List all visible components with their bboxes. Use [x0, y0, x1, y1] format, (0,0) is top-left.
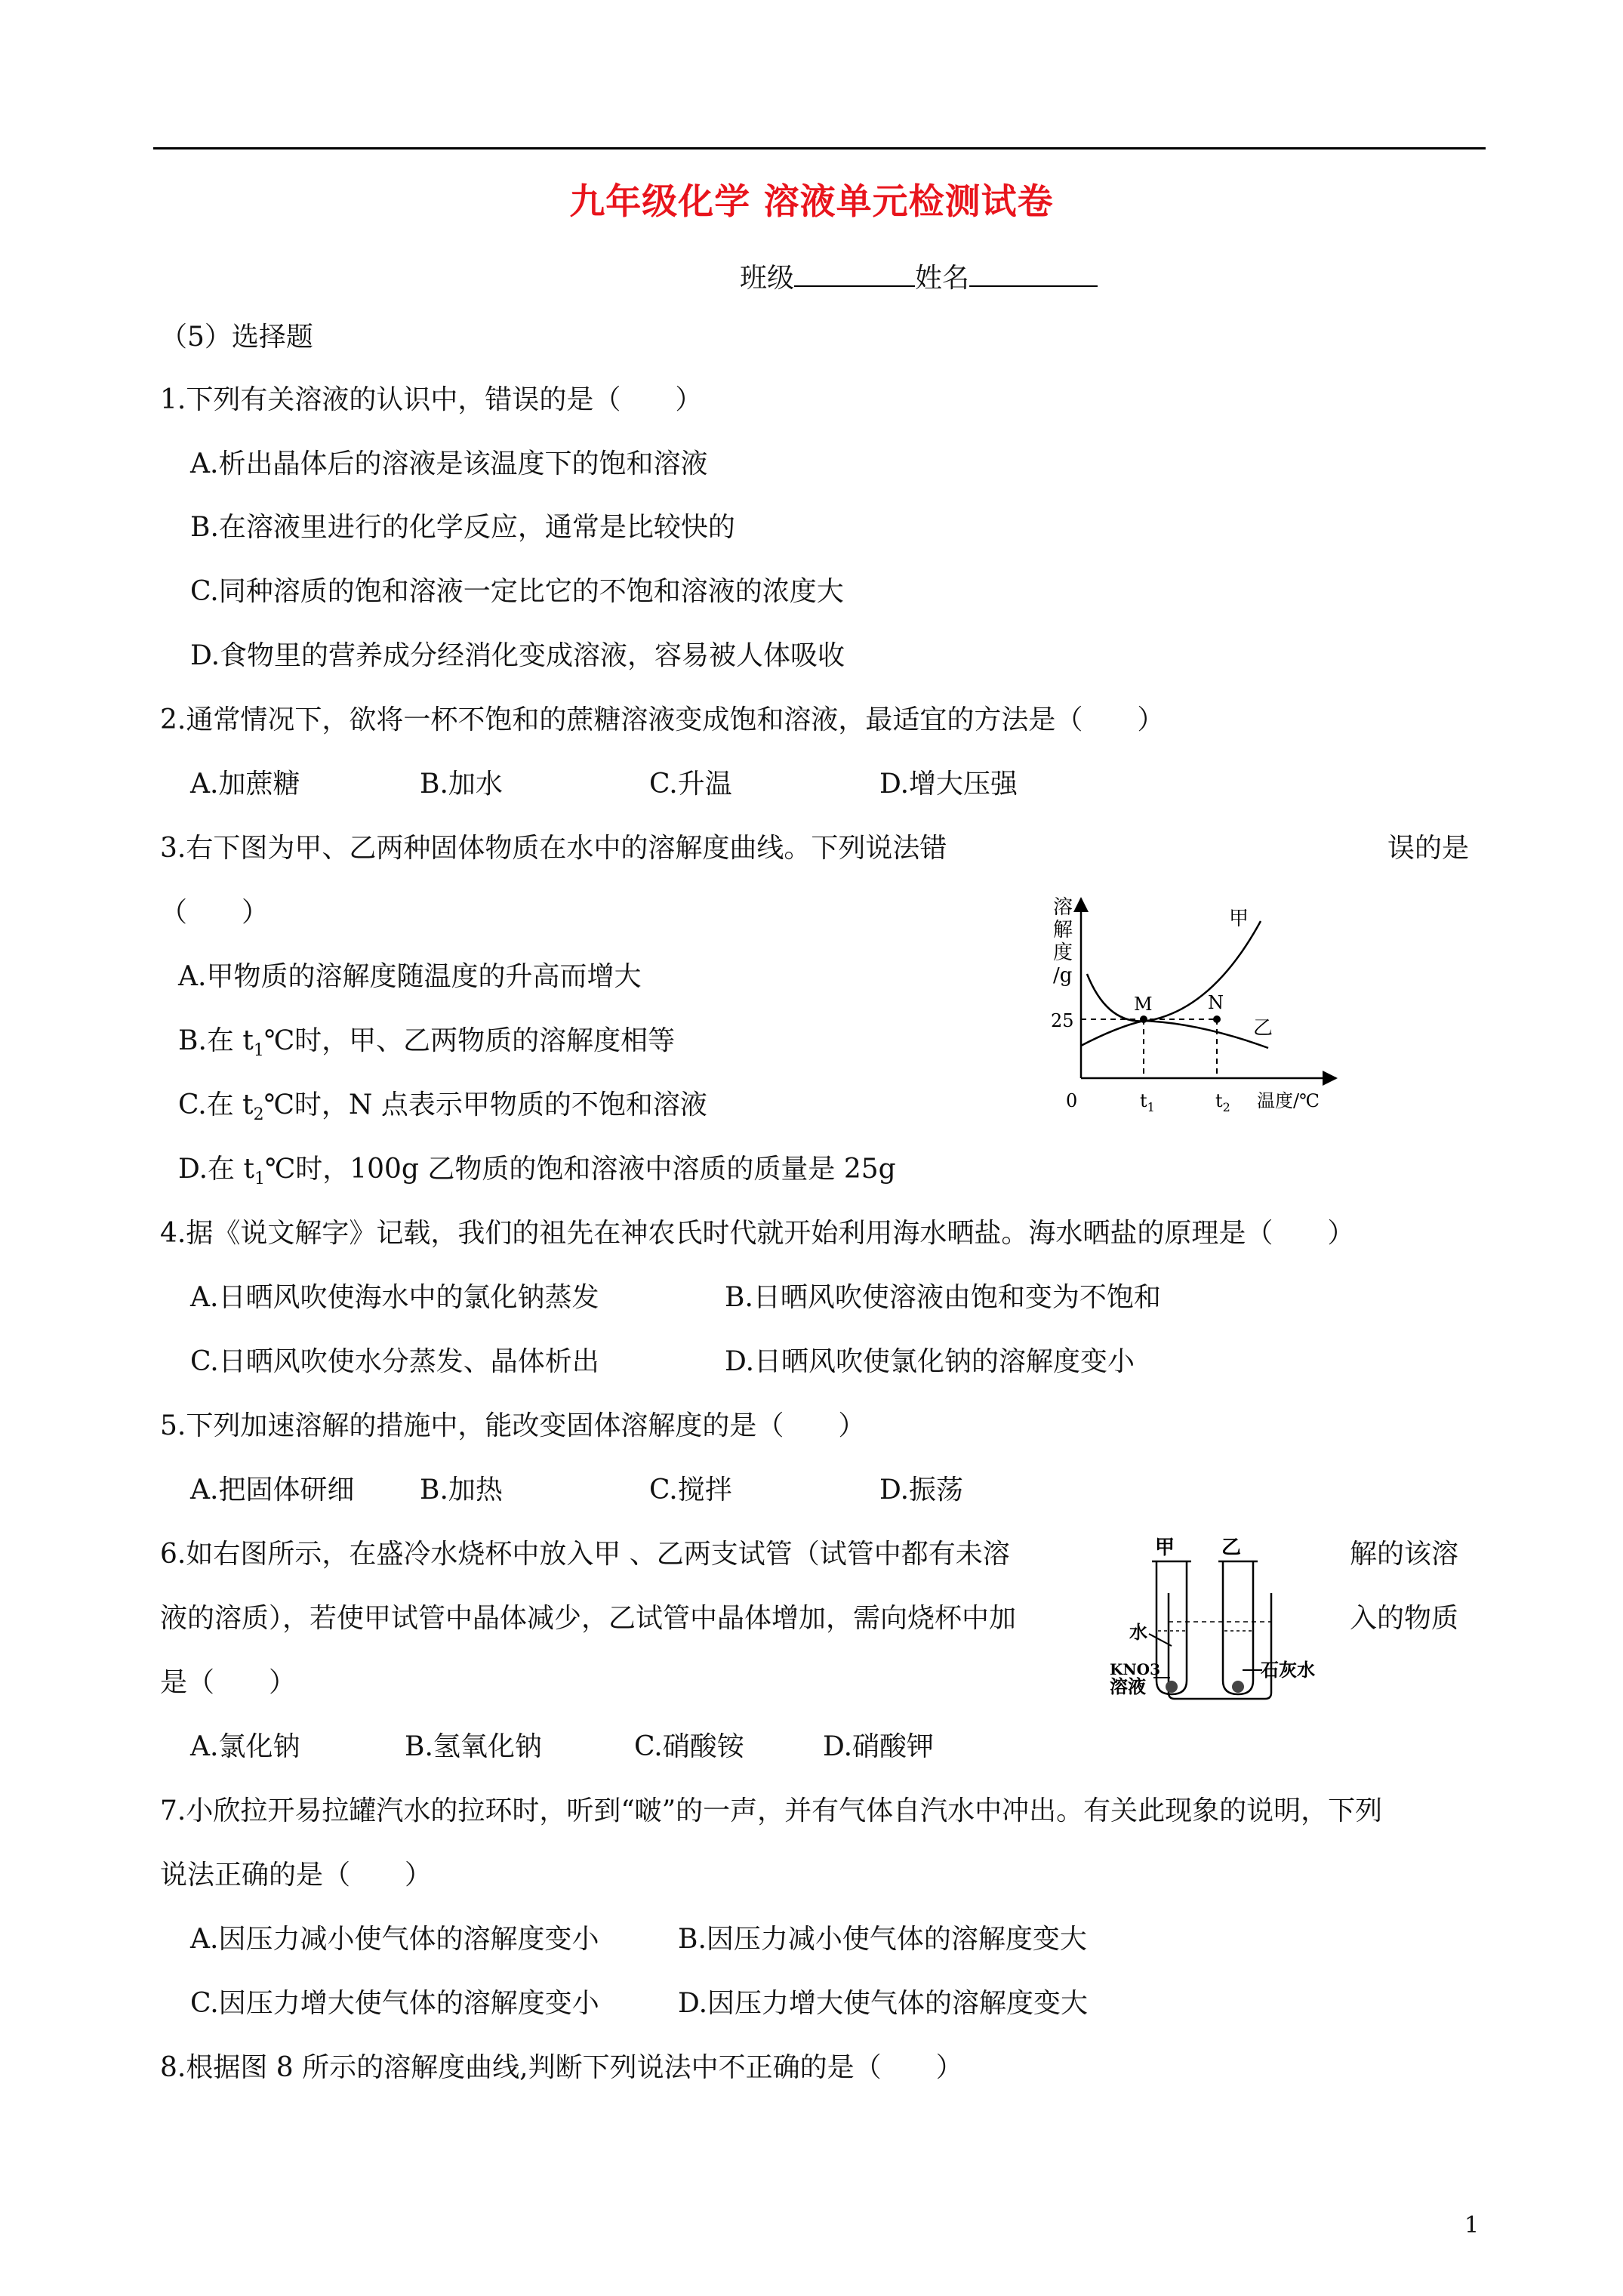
q1-stem: 1.下列有关溶液的认识中，错误的是（ ）	[160, 384, 703, 415]
q5-stem: 5.下列加速溶解的措施中，能改变固体溶解度的是（ ）	[160, 1410, 866, 1441]
q3-option-d: D.在 $t_1℃$时，100g 乙物质的饱和溶液中溶质的质量是 25g	[178, 1154, 896, 1189]
tube-yi-label: 乙	[1221, 1536, 1242, 1559]
name-label: 姓名	[915, 263, 970, 294]
y-tick-25: 25	[1051, 1010, 1074, 1031]
series-jia-label: 甲	[1229, 908, 1249, 930]
q3-option-c: C.在 $t_2℃$时，N 点表示甲物质的不饱和溶液	[178, 1089, 707, 1125]
point-n	[1213, 1015, 1221, 1023]
q7-option-b: B.因压力减小使气体的溶解度变大	[678, 1924, 1087, 1955]
q4-option-d: D.日晒风吹使氯化钠的溶解度变小	[725, 1346, 1135, 1377]
q2-option-c: C.升温	[649, 769, 732, 800]
q4-option-c: C.日晒风吹使水分蒸发、晶体析出	[190, 1346, 599, 1377]
page-title: 九年级化学 溶液单元检测试卷	[569, 181, 1054, 223]
q5-option-b: B.加热	[420, 1475, 503, 1505]
q4-stem: 4.据《说文解字》记载，我们的祖先在神农氏时代就开始利用海水晒盐。海水晒盐的原理是（ ）	[160, 1218, 1355, 1249]
q6-line2-right: 入的物质	[1350, 1603, 1459, 1634]
y-label-1: 溶	[1053, 896, 1073, 919]
tube-yi	[1223, 1561, 1253, 1694]
series-yi-label: 乙	[1253, 1017, 1273, 1040]
q6-option-b: B.氢氧化钠	[405, 1731, 542, 1762]
origin-label: 0	[1066, 1090, 1078, 1111]
q7-option-a: A.因压力减小使气体的溶解度变小	[190, 1924, 599, 1955]
q5-option-d: D.振荡	[879, 1475, 964, 1505]
kno3-solution-label: 溶液	[1110, 1675, 1146, 1697]
q6-option-d: D.硝酸钾	[823, 1731, 935, 1762]
crystal-jia	[1166, 1681, 1178, 1693]
q2-option-a: A.加蔗糖	[190, 769, 300, 800]
q7-stem-line2: 说法正确的是（ ）	[160, 1860, 433, 1891]
class-label: 班级	[740, 263, 795, 294]
q6-option-c: C.硝酸铵	[634, 1731, 744, 1762]
q1-option-c: C.同种溶质的饱和溶液一定比它的不饱和溶液的浓度大	[190, 576, 844, 607]
solubility-chart	[1034, 876, 1351, 1125]
point-n-label: N	[1208, 992, 1224, 1013]
lime-water-label: 石灰水	[1261, 1659, 1315, 1681]
crystal-yi	[1232, 1681, 1244, 1693]
series-yi-curve	[1081, 1021, 1268, 1048]
q3-stem-part2: 误的是	[1387, 833, 1470, 864]
q2-option-d: D.增大压强	[879, 769, 1018, 800]
class-blank[interactable]	[794, 263, 915, 287]
q6-line1-right: 解的该溶	[1350, 1539, 1459, 1570]
q2-option-b: B.加水	[420, 769, 503, 800]
q3-stem-part1: 3.右下图为甲、乙两种固体物质在水中的溶解度曲线。下列说法错	[160, 833, 947, 864]
name-blank[interactable]	[969, 263, 1098, 287]
tube-jia	[1156, 1561, 1187, 1694]
point-m-label: M	[1134, 994, 1153, 1015]
q6-option-a: A.氯化钠	[190, 1731, 300, 1762]
q1-option-d: D.食物里的营养成分经消化变成溶液，容易被人体吸收	[190, 640, 845, 671]
q1-option-a: A.析出晶体后的溶液是该温度下的饱和溶液	[190, 448, 708, 479]
student-info-line	[740, 257, 1098, 295]
q7-option-c: C.因压力增大使气体的溶解度变小	[190, 1988, 599, 2019]
q7-stem-line1: 7.小欣拉开易拉罐汽水的拉环时，听到“啵”的一声，并有气体自汽水中冲出。有关此现象的说明，下列	[160, 1795, 1383, 1826]
y-label-2: 解	[1053, 919, 1073, 942]
beaker	[1169, 1593, 1271, 1699]
x-label: 温度/℃	[1257, 1090, 1320, 1111]
x-tick-t1: $t_1$	[1140, 1090, 1155, 1114]
series-jia-curve	[1087, 921, 1261, 1022]
point-m	[1140, 1015, 1147, 1023]
q2-stem: 2.通常情况下，欲将一杯不饱和的蔗糖溶液变成饱和溶液，最适宜的方法是（ ）	[160, 704, 1165, 735]
q5-option-a: A.把固体研细	[190, 1475, 355, 1505]
q1-option-b: B.在溶液里进行的化学反应，通常是比较快的	[190, 512, 735, 543]
kno3-label: KNO3	[1110, 1660, 1161, 1678]
q4-option-a: A.日晒风吹使海水中的氯化钠蒸发	[190, 1282, 599, 1313]
q3-option-b: B.在 $t_1℃$时，甲、乙两物质的溶解度相等	[178, 1025, 676, 1061]
q3-answer-paren: （ ）	[160, 897, 269, 928]
header-rule	[153, 147, 1486, 149]
x-tick-t2: $t_2$	[1215, 1090, 1230, 1114]
q8-stem: 8.根据图 8 所示的溶解度曲线,判断下列说法中不正确的是（ ）	[160, 2052, 963, 2083]
y-label-4: /g	[1053, 964, 1073, 987]
water-label: 水	[1129, 1621, 1147, 1643]
q7-option-d: D.因压力增大使气体的溶解度变大	[678, 1988, 1089, 2019]
q4-option-b: B.日晒风吹使溶液由饱和变为不饱和	[725, 1282, 1161, 1313]
q6-line1-left: 6.如右图所示，在盛冷水烧杯中放入甲 、乙两支试管（试管中都有未溶	[160, 1539, 1010, 1570]
y-label-3: 度	[1053, 942, 1073, 964]
page-number: 1	[1464, 2212, 1480, 2239]
q6-line2-left: 液的溶质），若使甲试管中晶体减少，乙试管中晶体增加，需向烧杯中加	[160, 1603, 1017, 1634]
test-tube-figure	[1102, 1533, 1321, 1714]
tube-jia-label: 甲	[1155, 1536, 1175, 1559]
q5-option-c: C.搅拌	[649, 1475, 732, 1505]
q3-option-a: A.甲物质的溶解度随温度的升高而增大	[178, 961, 642, 992]
q6-line3: 是（ ）	[160, 1667, 297, 1698]
section-heading: （5）选择题	[160, 322, 313, 353]
